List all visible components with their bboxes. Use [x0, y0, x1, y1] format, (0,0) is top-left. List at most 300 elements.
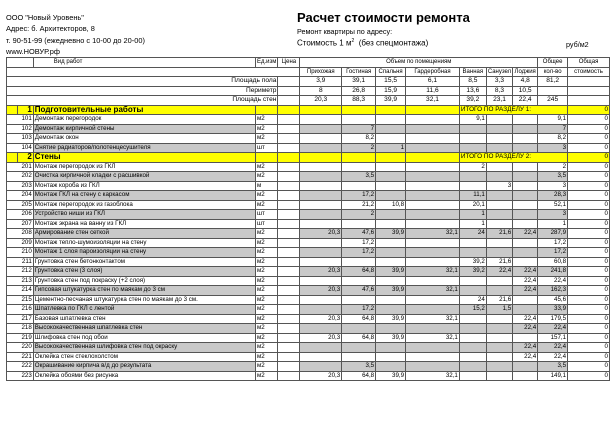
section-itog-value[interactable]: 0 [568, 153, 610, 163]
row-name[interactable]: Устройство ниши из ГКЛ [33, 210, 255, 220]
row-total-cost[interactable]: 0 [568, 257, 610, 267]
row-total-qty[interactable]: 241,8 [538, 267, 568, 277]
summary-label[interactable]: Площадь стен [7, 96, 278, 106]
row-volume[interactable] [513, 305, 538, 315]
row-total-qty[interactable]: 22,4 [538, 352, 568, 362]
row-volume[interactable]: 39,9 [376, 267, 406, 277]
row-total-qty[interactable]: 3 [538, 143, 568, 153]
row-price[interactable] [278, 324, 300, 334]
row-volume[interactable]: 39,9 [376, 333, 406, 343]
row-volume[interactable]: 21,2 [342, 200, 376, 210]
row-price[interactable] [278, 181, 300, 191]
row-total-cost[interactable]: 0 [568, 229, 610, 239]
section-pad[interactable] [376, 105, 406, 115]
section-itog-value[interactable]: 0 [568, 105, 610, 115]
row-volume[interactable] [376, 324, 406, 334]
row-name[interactable]: Очистка кирпичной кладки с расшивкой [33, 172, 255, 182]
header-room-4[interactable]: Ванная [459, 67, 486, 77]
row-volume[interactable] [376, 352, 406, 362]
row-volume[interactable] [342, 324, 376, 334]
row-volume[interactable]: 32,1 [406, 314, 460, 324]
header-room-6[interactable]: Лоджия [514, 68, 536, 75]
row-volume[interactable] [406, 219, 460, 229]
row-name[interactable]: Шлифовка стен под обои [33, 333, 255, 343]
row-total-cost[interactable]: 0 [568, 181, 610, 191]
row-volume[interactable]: 64,8 [342, 333, 376, 343]
row-total-qty[interactable]: 7 [538, 124, 568, 134]
row-volume[interactable]: 22,4 [513, 286, 538, 296]
row-total-cost[interactable]: 0 [568, 286, 610, 296]
row-volume[interactable] [486, 324, 512, 334]
row-id[interactable]: 223 [7, 371, 34, 381]
row-id[interactable]: 220 [7, 343, 34, 353]
row-total-cost[interactable]: 0 [568, 238, 610, 248]
row-volume[interactable] [300, 362, 342, 372]
row-id[interactable]: 211 [7, 257, 34, 267]
row-volume[interactable]: 39,9 [376, 229, 406, 239]
row-volume[interactable] [513, 181, 538, 191]
section-title[interactable]: Подготовительные работы [33, 105, 255, 115]
row-name[interactable]: Оклейка обоями без рисунка [33, 371, 255, 381]
summary-value[interactable]: 8,3 [486, 86, 512, 96]
section-title[interactable]: Стены [33, 153, 255, 163]
row-volume[interactable] [406, 172, 460, 182]
row-total-cost[interactable]: 0 [568, 295, 610, 305]
row-volume[interactable] [406, 276, 460, 286]
row-price[interactable] [278, 124, 300, 134]
row-volume[interactable] [486, 191, 512, 201]
row-volume[interactable] [406, 162, 460, 172]
row-volume[interactable] [342, 219, 376, 229]
header-total-cost-2[interactable]: стоимость [568, 67, 610, 77]
row-volume[interactable] [300, 276, 342, 286]
row-price[interactable] [278, 238, 300, 248]
row-volume[interactable] [459, 286, 486, 296]
row-volume[interactable] [300, 162, 342, 172]
row-volume[interactable] [486, 314, 512, 324]
section-price[interactable] [278, 153, 300, 163]
row-volume[interactable] [342, 257, 376, 267]
row-unit[interactable]: м2 [256, 314, 278, 324]
summary-value[interactable]: 88,3 [342, 96, 376, 106]
row-total-cost[interactable]: 0 [568, 371, 610, 381]
row-volume[interactable] [486, 248, 512, 258]
row-volume[interactable]: 22,4 [486, 267, 512, 277]
row-id[interactable]: 104 [7, 143, 34, 153]
summary-cost[interactable] [568, 96, 610, 106]
row-volume[interactable] [459, 333, 486, 343]
summary-value[interactable]: 6,1 [406, 77, 460, 87]
row-volume[interactable] [300, 191, 342, 201]
row-volume[interactable]: 20,3 [300, 229, 342, 239]
row-volume[interactable] [300, 295, 342, 305]
row-name[interactable]: Гипсовая штукатурка стен по маякам до 3 см [33, 286, 255, 296]
row-unit[interactable]: м2 [256, 343, 278, 353]
row-volume[interactable] [376, 362, 406, 372]
row-volume[interactable]: 32,1 [406, 286, 460, 296]
row-volume[interactable] [406, 134, 460, 144]
row-volume[interactable]: 22,4 [513, 276, 538, 286]
summary-value[interactable]: 8,5 [459, 77, 486, 87]
row-unit[interactable]: м [256, 181, 278, 191]
row-volume[interactable]: 32,1 [406, 229, 460, 239]
row-volume[interactable]: 20,3 [300, 267, 342, 277]
row-volume[interactable] [406, 143, 460, 153]
row-name[interactable]: Монтаж тепло-шумоизоляции на стену [33, 238, 255, 248]
row-price[interactable] [278, 295, 300, 305]
row-volume[interactable] [486, 219, 512, 229]
header-room-5[interactable]: Санузел [487, 68, 512, 75]
row-price[interactable] [278, 200, 300, 210]
row-volume[interactable] [459, 181, 486, 191]
summary-value[interactable]: 39,1 [342, 77, 376, 87]
row-unit[interactable]: м2 [256, 172, 278, 182]
row-total-cost[interactable]: 0 [568, 219, 610, 229]
row-name[interactable]: Цементно-песчаная штукатурка стен по маякам до 3 см. [33, 295, 255, 305]
row-id[interactable]: 102 [7, 124, 34, 134]
row-total-qty[interactable]: 3 [538, 181, 568, 191]
row-volume[interactable] [459, 134, 486, 144]
row-total-qty[interactable]: 149,1 [538, 371, 568, 381]
row-total-cost[interactable]: 0 [568, 333, 610, 343]
row-volume[interactable]: 1 [459, 219, 486, 229]
header-volume-group[interactable]: Объем по помещениям [300, 58, 538, 68]
row-volume[interactable]: 22,4 [513, 324, 538, 334]
row-total-cost[interactable]: 0 [568, 343, 610, 353]
row-unit[interactable]: м2 [256, 200, 278, 210]
row-unit[interactable]: м2 [256, 124, 278, 134]
row-volume[interactable] [300, 324, 342, 334]
section-pad[interactable] [342, 153, 376, 163]
header-corner[interactable] [7, 58, 34, 68]
row-volume[interactable] [376, 238, 406, 248]
row-volume[interactable] [486, 115, 512, 125]
row-name[interactable]: Грунтовка стен (3 слоя) [33, 267, 255, 277]
section-itog-label[interactable]: ИТОГО ПО РАЗДЕЛУ 1: [459, 105, 567, 115]
row-volume[interactable]: 17,2 [342, 238, 376, 248]
row-price[interactable] [278, 314, 300, 324]
row-volume[interactable] [376, 115, 406, 125]
row-volume[interactable] [459, 276, 486, 286]
row-volume[interactable]: 22,4 [513, 229, 538, 239]
row-volume[interactable]: 39,9 [376, 371, 406, 381]
row-total-cost[interactable]: 0 [568, 267, 610, 277]
row-volume[interactable]: 39,9 [376, 286, 406, 296]
row-volume[interactable] [342, 343, 376, 353]
row-volume[interactable] [300, 172, 342, 182]
row-total-qty[interactable]: 60,8 [538, 257, 568, 267]
row-volume[interactable] [342, 276, 376, 286]
row-total-cost[interactable]: 0 [568, 124, 610, 134]
row-volume[interactable] [513, 172, 538, 182]
row-total-qty[interactable]: 287,9 [538, 229, 568, 239]
row-price[interactable] [278, 371, 300, 381]
row-id[interactable]: 210 [7, 248, 34, 258]
summary-value[interactable]: 32,1 [406, 96, 460, 106]
row-price[interactable] [278, 305, 300, 315]
row-unit[interactable]: м2 [256, 229, 278, 239]
row-name[interactable]: Снятие радиаторов/полотенцесушителя [33, 143, 255, 153]
row-volume[interactable] [376, 257, 406, 267]
row-volume[interactable] [486, 343, 512, 353]
row-volume[interactable] [376, 134, 406, 144]
row-volume[interactable] [486, 210, 512, 220]
row-volume[interactable]: 32,1 [406, 333, 460, 343]
row-name[interactable]: Высококачественная шлифовка стен под окраску [33, 343, 255, 353]
row-total-qty[interactable]: 17,2 [538, 248, 568, 258]
row-volume[interactable]: 3 [486, 181, 512, 191]
row-name[interactable]: Шпатлевка по ГКЛ с лентой [33, 305, 255, 315]
row-volume[interactable] [513, 143, 538, 153]
row-volume[interactable] [406, 362, 460, 372]
row-id[interactable]: 207 [7, 219, 34, 229]
summary-value[interactable]: 4,8 [513, 77, 538, 87]
row-volume[interactable]: 1 [376, 143, 406, 153]
row-id[interactable]: 213 [7, 276, 34, 286]
row-volume[interactable] [486, 134, 512, 144]
row-volume[interactable] [406, 124, 460, 134]
row-volume[interactable] [486, 200, 512, 210]
row-volume[interactable] [300, 143, 342, 153]
row-total-cost[interactable]: 0 [568, 115, 610, 125]
row-price[interactable] [278, 362, 300, 372]
row-volume[interactable] [513, 210, 538, 220]
row-id[interactable]: 209 [7, 238, 34, 248]
row-volume[interactable] [513, 257, 538, 267]
row-volume[interactable]: 24 [459, 295, 486, 305]
summary-label[interactable]: Площадь пола [7, 77, 278, 87]
row-volume[interactable] [486, 286, 512, 296]
row-volume[interactable]: 64,8 [342, 314, 376, 324]
row-volume[interactable] [406, 238, 460, 248]
row-total-qty[interactable]: 157,1 [538, 333, 568, 343]
row-unit[interactable]: м2 [256, 324, 278, 334]
row-volume[interactable]: 8,2 [342, 134, 376, 144]
row-unit[interactable]: шт [256, 219, 278, 229]
row-total-qty[interactable]: 3,5 [538, 172, 568, 182]
header-total-qty-2[interactable]: кол-во [538, 67, 568, 77]
row-volume[interactable]: 11,1 [459, 191, 486, 201]
row-volume[interactable]: 17,2 [342, 191, 376, 201]
row-volume[interactable]: 47,6 [342, 286, 376, 296]
row-name[interactable]: Монтаж экрана на ванну из ГКЛ [33, 219, 255, 229]
row-total-qty[interactable]: 8,2 [538, 134, 568, 144]
row-unit[interactable]: м2 [256, 162, 278, 172]
row-unit[interactable]: м2 [256, 286, 278, 296]
section-price[interactable] [278, 105, 300, 115]
row-price[interactable] [278, 172, 300, 182]
row-total-cost[interactable]: 0 [568, 172, 610, 182]
row-id[interactable]: 214 [7, 286, 34, 296]
row-id[interactable]: 204 [7, 191, 34, 201]
row-volume[interactable] [513, 371, 538, 381]
row-volume[interactable] [376, 181, 406, 191]
row-volume[interactable]: 22,4 [513, 267, 538, 277]
row-volume[interactable] [513, 191, 538, 201]
row-name[interactable]: Грунтовка стен под покраску (+2 слоя) [33, 276, 255, 286]
row-id[interactable]: 206 [7, 210, 34, 220]
row-unit[interactable]: м2 [256, 305, 278, 315]
row-total-cost[interactable]: 0 [568, 162, 610, 172]
row-volume[interactable] [459, 343, 486, 353]
section-blank[interactable] [7, 105, 18, 115]
row-id[interactable]: 201 [7, 162, 34, 172]
row-total-qty[interactable]: 3,5 [538, 362, 568, 372]
row-volume[interactable] [486, 362, 512, 372]
row-volume[interactable] [376, 172, 406, 182]
row-price[interactable] [278, 210, 300, 220]
section-pad[interactable] [342, 105, 376, 115]
row-price[interactable] [278, 257, 300, 267]
summary-total[interactable] [538, 86, 568, 96]
row-volume[interactable] [406, 181, 460, 191]
row-unit[interactable]: шт [256, 210, 278, 220]
summary-value[interactable]: 13,6 [459, 86, 486, 96]
row-name[interactable]: Окрашивание кирпича в/д до результата [33, 362, 255, 372]
row-unit[interactable]: м2 [256, 248, 278, 258]
row-volume[interactable]: 9,1 [459, 115, 486, 125]
row-total-cost[interactable]: 0 [568, 276, 610, 286]
section-number[interactable]: 1 [17, 105, 33, 115]
row-total-qty[interactable]: 52,1 [538, 200, 568, 210]
row-unit[interactable]: м2 [256, 115, 278, 125]
row-id[interactable]: 103 [7, 134, 34, 144]
row-total-qty[interactable]: 22,4 [538, 276, 568, 286]
row-volume[interactable] [300, 115, 342, 125]
header-room-3[interactable]: Гардеробная [406, 67, 460, 77]
row-total-qty[interactable]: 2 [538, 162, 568, 172]
row-price[interactable] [278, 229, 300, 239]
section-blank[interactable] [7, 153, 18, 163]
row-volume[interactable] [513, 362, 538, 372]
row-total-cost[interactable]: 0 [568, 191, 610, 201]
row-price[interactable] [278, 162, 300, 172]
row-volume[interactable] [513, 162, 538, 172]
row-volume[interactable] [300, 343, 342, 353]
row-volume[interactable]: 39,9 [376, 314, 406, 324]
row-volume[interactable]: 47,6 [342, 229, 376, 239]
row-volume[interactable] [513, 124, 538, 134]
section-pad[interactable] [300, 153, 342, 163]
row-total-cost[interactable]: 0 [568, 324, 610, 334]
row-volume[interactable]: 20,3 [300, 371, 342, 381]
row-volume[interactable]: 7 [342, 124, 376, 134]
row-price[interactable] [278, 219, 300, 229]
row-volume[interactable] [406, 343, 460, 353]
row-price[interactable] [278, 134, 300, 144]
row-total-qty[interactable]: 3 [538, 210, 568, 220]
row-price[interactable] [278, 143, 300, 153]
row-price[interactable] [278, 248, 300, 258]
row-volume[interactable]: 3,5 [342, 362, 376, 372]
header-work-type[interactable]: Вид работ [33, 58, 255, 68]
summary-value[interactable]: 15,5 [376, 77, 406, 87]
summary-price[interactable] [278, 77, 300, 87]
summary-price[interactable] [278, 96, 300, 106]
row-volume[interactable] [406, 305, 460, 315]
row-volume[interactable] [342, 115, 376, 125]
row-volume[interactable] [376, 248, 406, 258]
header-room-1[interactable]: Гостиная [342, 67, 376, 77]
row-volume[interactable] [486, 333, 512, 343]
row-volume[interactable]: 39,2 [459, 257, 486, 267]
row-volume[interactable]: 20,3 [300, 333, 342, 343]
row-volume[interactable] [459, 248, 486, 258]
row-volume[interactable] [300, 238, 342, 248]
row-volume[interactable]: 17,2 [342, 305, 376, 315]
row-volume[interactable]: 15,2 [459, 305, 486, 315]
section-unit[interactable] [256, 153, 278, 163]
row-volume[interactable]: 1,5 [486, 305, 512, 315]
row-volume[interactable] [300, 352, 342, 362]
summary-value[interactable]: 3,9 [300, 77, 342, 87]
row-price[interactable] [278, 115, 300, 125]
header-total-qty[interactable]: Общее [538, 58, 568, 68]
row-volume[interactable]: 21,6 [486, 257, 512, 267]
row-price[interactable] [278, 191, 300, 201]
row-volume[interactable] [406, 324, 460, 334]
section-itog-label[interactable]: ИТОГО ПО РАЗДЕЛУ 2: [459, 153, 567, 163]
row-volume[interactable] [342, 162, 376, 172]
row-name[interactable]: Монтаж перегородок из ГКЛ [33, 162, 255, 172]
row-id[interactable]: 216 [7, 305, 34, 315]
row-volume[interactable] [513, 238, 538, 248]
row-volume[interactable]: 17,2 [342, 248, 376, 258]
summary-price[interactable] [278, 86, 300, 96]
row-total-cost[interactable]: 0 [568, 200, 610, 210]
row-volume[interactable]: 20,3 [300, 314, 342, 324]
summary-value[interactable]: 39,2 [459, 96, 486, 106]
row-total-cost[interactable]: 0 [568, 143, 610, 153]
row-volume[interactable] [406, 200, 460, 210]
row-volume[interactable]: 39,2 [459, 267, 486, 277]
row-unit[interactable]: шт [256, 143, 278, 153]
row-volume[interactable] [406, 191, 460, 201]
row-volume[interactable] [300, 305, 342, 315]
row-volume[interactable]: 24 [459, 229, 486, 239]
row-name[interactable]: Демонтаж перегородок [33, 115, 255, 125]
row-volume[interactable] [406, 210, 460, 220]
row-total-qty[interactable]: 9,1 [538, 115, 568, 125]
row-total-qty[interactable]: 45,6 [538, 295, 568, 305]
row-total-cost[interactable]: 0 [568, 362, 610, 372]
row-volume[interactable] [376, 343, 406, 353]
row-volume[interactable] [376, 305, 406, 315]
row-volume[interactable]: 32,1 [406, 267, 460, 277]
row-volume[interactable] [300, 181, 342, 191]
row-total-cost[interactable]: 0 [568, 352, 610, 362]
summary-value[interactable]: 39,9 [376, 96, 406, 106]
summary-value[interactable]: 10,5 [513, 86, 538, 96]
row-volume[interactable] [459, 324, 486, 334]
row-unit[interactable]: м2 [256, 352, 278, 362]
row-volume[interactable] [513, 200, 538, 210]
row-name[interactable]: Армирование стен сеткой [33, 229, 255, 239]
row-name[interactable]: Оклейка стен стеклохолстом [33, 352, 255, 362]
summary-value[interactable]: 26,8 [342, 86, 376, 96]
row-volume[interactable] [486, 124, 512, 134]
row-volume[interactable]: 20,1 [459, 200, 486, 210]
row-volume[interactable]: 2 [342, 210, 376, 220]
row-id[interactable]: 205 [7, 200, 34, 210]
row-volume[interactable] [486, 352, 512, 362]
row-total-cost[interactable]: 0 [568, 248, 610, 258]
summary-total[interactable]: 81,2 [538, 77, 568, 87]
row-total-qty[interactable]: 17,2 [538, 238, 568, 248]
row-id[interactable]: 212 [7, 267, 34, 277]
row-total-qty[interactable]: 162,3 [538, 286, 568, 296]
row-volume[interactable] [486, 172, 512, 182]
